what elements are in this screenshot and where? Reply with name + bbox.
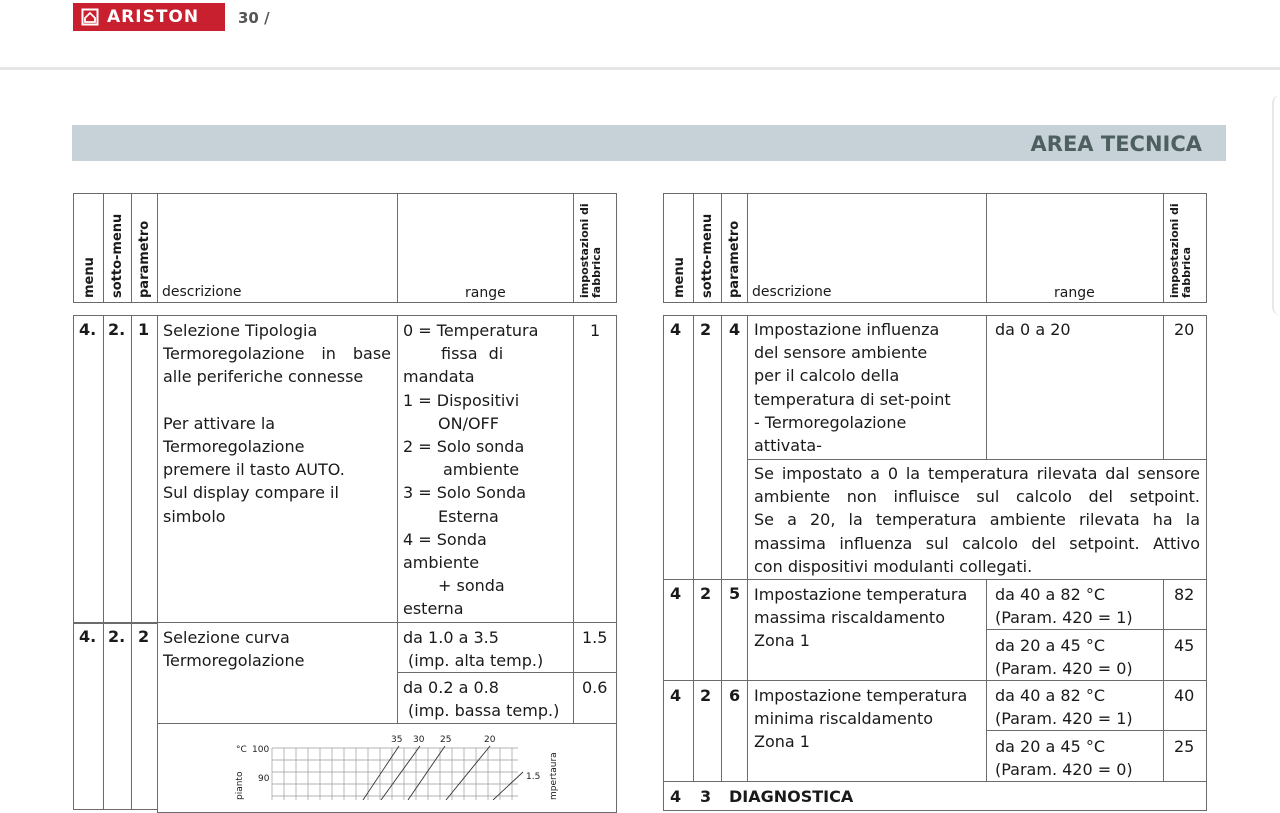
chart-curve-label-25: 25: [440, 735, 452, 745]
col-menu: [73, 315, 104, 810]
header-factory-r: impostazioni di fabbrica: [1168, 203, 1193, 298]
header-range: range: [465, 285, 506, 301]
curve-lines: [363, 746, 523, 800]
header-desc-r: descrizione: [752, 284, 832, 300]
chart-left-axis-label: pianto: [235, 771, 245, 800]
header-desc: descrizione: [162, 284, 242, 300]
header-menu: menu: [82, 257, 97, 298]
side-scroll-tab[interactable]: [1272, 95, 1280, 315]
header-divider: [0, 67, 1280, 70]
chart-y-tick-90: 90: [258, 774, 270, 784]
chart-y-tick-100: 100: [252, 745, 270, 755]
chart-right-axis-label: mpertaura: [549, 752, 559, 800]
thermoregulation-curve-chart: [158, 724, 616, 800]
chart-curve-label-20: 20: [484, 735, 496, 745]
chart-curve-label-35: 35: [391, 735, 403, 745]
section-title: AREA TECNICA: [1030, 132, 1202, 156]
col-param: [131, 315, 158, 810]
brand-name: ARISTON: [107, 7, 200, 27]
header-submenu: sotto-menu: [110, 213, 125, 298]
page-number: 30 /: [238, 9, 270, 27]
brand-logo: [73, 3, 225, 31]
chart-curve-label-1-5: 1.5: [526, 772, 541, 782]
chart-curve-label-30: 30: [413, 735, 425, 745]
col-sub: [103, 315, 132, 810]
header-param-r: parametro: [727, 220, 742, 298]
header-menu-r: menu: [672, 257, 687, 298]
header-factory: impostazioni di fabbrica: [578, 203, 603, 298]
header-range-r: range: [1054, 285, 1095, 301]
left-row1-default-cell: [573, 315, 617, 623]
right-row1-note: Se impostato a 0 la temperatura rilevata dal sensore ambiente non influisce sul calcolo del setpoint. Se a 20, la temperatura ambiente rilevata ha la massima influenza sul calcolo del setpoint. Attivo con dispositivi modulanti collegati.: [754, 464, 1200, 576]
header-param: parametro: [137, 220, 152, 298]
chart-unit: °C: [236, 745, 247, 755]
house-icon: [81, 8, 99, 26]
header-submenu-r: sotto-menu: [700, 213, 715, 298]
